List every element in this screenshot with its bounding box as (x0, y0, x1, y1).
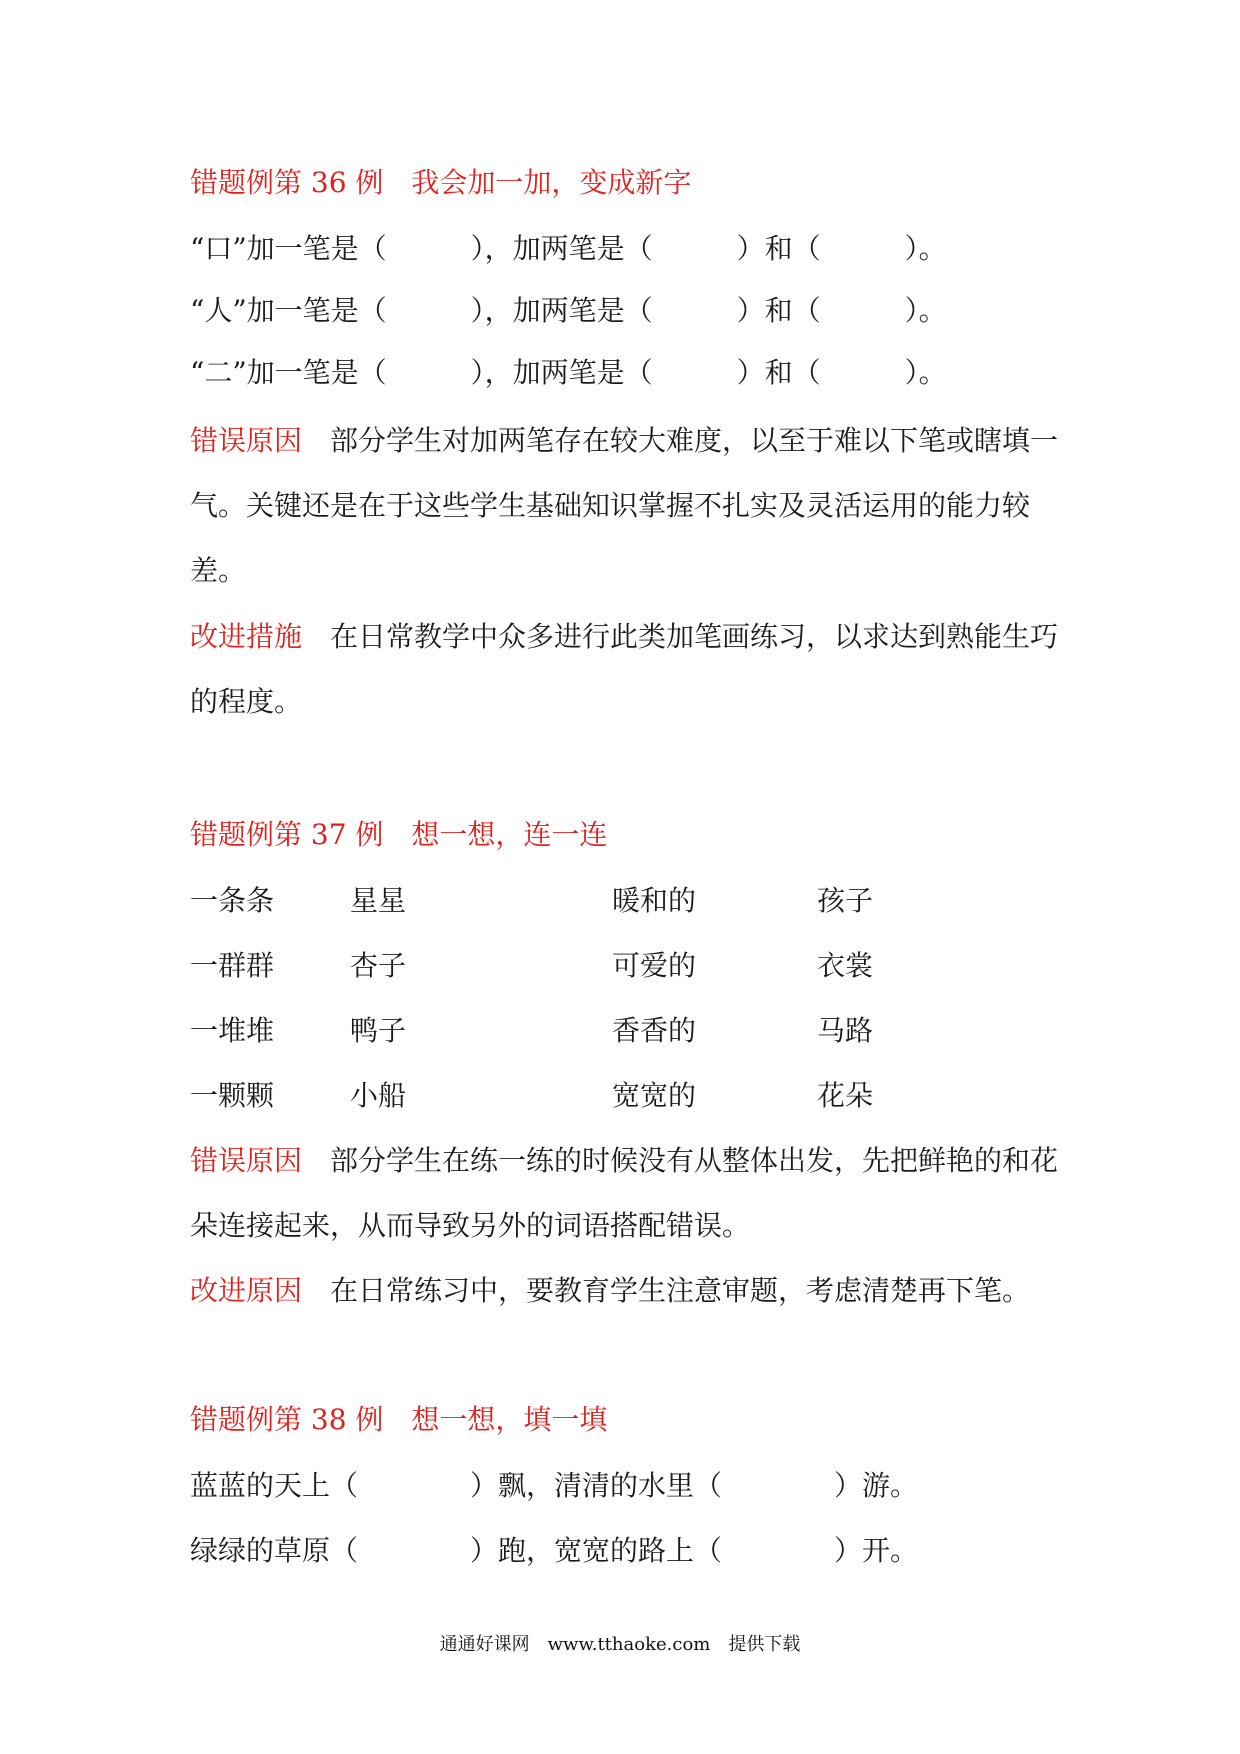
ex37-col3-item: 可爱的 (612, 949, 697, 982)
ex36-improve-text: 在日常教学中众多进行此类加笔画练习，以求达到熟能生巧的程度。 (190, 620, 1059, 718)
ex37-col4-item: 花朵 (817, 1079, 874, 1112)
ex37-col1-item: 一群群 (190, 949, 275, 982)
ex36-improve (190, 604, 1060, 734)
ex37-col1-item: 一堆堆 (190, 1014, 275, 1047)
ex37-col4-item: 马路 (817, 1014, 874, 1047)
ex36-reason (190, 408, 1060, 603)
ex37-reason-text: 部分学生在练一练的时候没有从整体出发，先把鲜艳的和花朵连接起来，从而导致另外的词语搭配错误。 (190, 1144, 1059, 1242)
ex37-improve-label: 改进原因 (190, 1274, 303, 1307)
ex36-line-1: “口”加一笔是（ ），加两笔是（ ）和（ ）。 (190, 232, 947, 265)
ex37-col1-item: 一颗颗 (190, 1079, 275, 1112)
ex37-title: 错题例第 37 例 想一想，连一连 (190, 818, 608, 851)
ex37-col1-item: 一条条 (190, 884, 275, 917)
ex36-improve-label: 改进措施 (190, 620, 303, 653)
ex36-line-3: “二”加一笔是（ ），加两笔是（ ）和（ ）。 (190, 356, 947, 389)
ex37-col4-item: 衣裳 (817, 949, 874, 982)
ex37-col2-item: 小船 (350, 1079, 407, 1112)
ex37-col3-item: 暖和的 (612, 884, 697, 917)
ex36-reason-label: 错误原因 (190, 424, 303, 457)
ex37-reason (190, 1128, 1060, 1258)
ex37-reason-label: 错误原因 (190, 1144, 303, 1177)
ex37-improve-text: 在日常练习中，要教育学生注意审题，考虑清楚再下笔。 (330, 1274, 1031, 1307)
ex36-line-2: “人”加一笔是（ ），加两笔是（ ）和（ ）。 (190, 294, 947, 327)
ex37-col4-item: 孩子 (817, 884, 874, 917)
page-footer: 通通好课网 www.tthaoke.com 提供下载 (439, 1634, 801, 1655)
ex37-col2-item: 鸭子 (350, 1014, 407, 1047)
ex38-title: 错题例第 38 例 想一想，填一填 (190, 1403, 608, 1436)
ex37-improve (190, 1258, 1060, 1323)
ex36-title: 错题例第 36 例 我会加一加，变成新字 (190, 166, 692, 199)
ex37-col3-item: 宽宽的 (612, 1079, 697, 1112)
ex38-line-2: 绿绿的草原（ ）跑，宽宽的路上（ ）开。 (190, 1534, 919, 1567)
ex38-line-1: 蓝蓝的天上（ ）飘，清清的水里（ ）游。 (190, 1469, 919, 1502)
ex37-col2-item: 杏子 (350, 949, 407, 982)
ex37-col2-item: 星星 (350, 884, 407, 917)
ex37-col3-item: 香香的 (612, 1014, 697, 1047)
ex36-reason-text: 部分学生对加两笔存在较大难度，以至于难以下笔或瞎填一气。关键还是在于这些学生基础知识掌握不扎实及灵活运用的能力较差。 (190, 424, 1059, 587)
